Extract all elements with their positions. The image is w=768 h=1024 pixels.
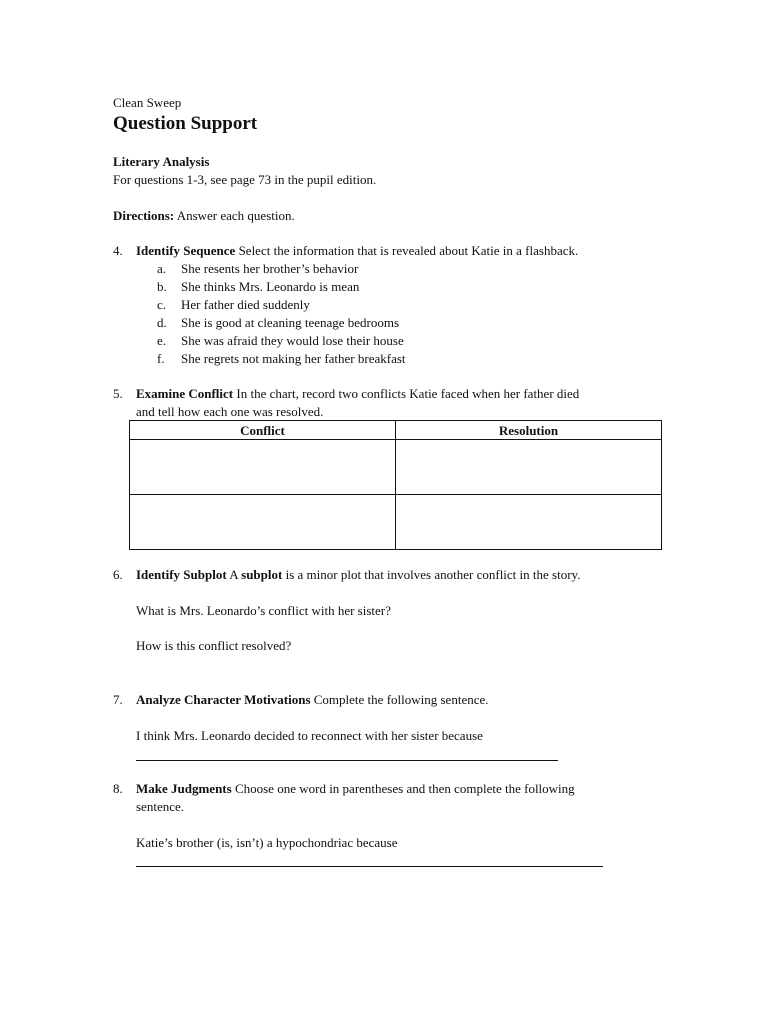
question-number: 8. xyxy=(113,781,123,796)
resolution-cell[interactable] xyxy=(396,495,662,550)
chart-row xyxy=(130,495,662,550)
question-skill: Identify Subplot xyxy=(136,567,227,582)
option-text[interactable]: She resents her brother’s behavior xyxy=(181,261,359,276)
option-letter: c. xyxy=(157,297,167,312)
answer-line[interactable] xyxy=(136,866,603,867)
option-text[interactable]: She is good at cleaning teenage bedrooms xyxy=(181,315,400,330)
option-text[interactable]: She thinks Mrs. Leonardo is mean xyxy=(181,279,360,294)
question-prompt-continued: and tell how each one was resolved. xyxy=(136,404,324,419)
question-prompt-text: In the chart, record two conflicts Katie faced when her father died xyxy=(236,386,580,401)
section-note: For questions 1-3, see page 73 in the pupil edition. xyxy=(113,172,377,187)
question-term: subplot xyxy=(241,567,283,582)
chart-row xyxy=(130,440,662,495)
sub-question-2: How is this conflict resolved? xyxy=(136,638,292,653)
question-number: 7. xyxy=(113,692,123,707)
question-skill: Identify Sequence xyxy=(136,243,236,258)
directions-text: Answer each question. xyxy=(176,208,295,223)
question-prompt-post: is a minor plot that involves another conflict in the story. xyxy=(285,567,581,582)
resolution-header: Resolution xyxy=(396,421,662,440)
question-skill: Analyze Character Motivations xyxy=(136,692,311,707)
sub-question-1: What is Mrs. Leonardo’s conflict with her sister? xyxy=(136,603,391,618)
section-heading: Literary Analysis xyxy=(113,154,210,169)
directions-label: Directions: xyxy=(113,208,175,223)
question-prompt xyxy=(136,691,489,709)
answer-line[interactable] xyxy=(136,760,558,761)
question-prompt xyxy=(136,566,580,584)
question-prompt xyxy=(136,385,579,403)
question-prompt-text: Complete the following sentence. xyxy=(313,692,489,707)
question-prompt xyxy=(136,242,578,260)
conflict-cell[interactable] xyxy=(130,440,396,495)
question-prompt-continued: sentence. xyxy=(136,799,185,814)
conflict-cell[interactable] xyxy=(130,495,396,550)
sentence-starter: I think Mrs. Leonardo decided to reconnect with her sister because xyxy=(136,728,483,743)
question-prompt-pre: A xyxy=(229,567,238,582)
question-number: 4. xyxy=(113,243,123,258)
resolution-cell[interactable] xyxy=(396,440,662,495)
option-text[interactable]: Her father died suddenly xyxy=(181,297,310,312)
option-text[interactable]: She was afraid they would lose their house xyxy=(181,333,404,348)
question-prompt-text: Select the information that is revealed about Katie in a flashback. xyxy=(238,243,579,258)
directions xyxy=(113,207,295,225)
question-number: 6. xyxy=(113,567,123,582)
question-number: 5. xyxy=(113,386,123,401)
option-letter: b. xyxy=(157,279,167,294)
option-letter: d. xyxy=(157,315,167,330)
question-skill: Make Judgments xyxy=(136,781,232,796)
page-title: Question Support xyxy=(113,113,258,134)
question-prompt xyxy=(136,780,575,798)
conflict-header: Conflict xyxy=(130,421,396,440)
option-letter: f. xyxy=(157,351,165,366)
option-letter: a. xyxy=(157,261,167,276)
question-skill: Examine Conflict xyxy=(136,386,234,401)
chart-header-row xyxy=(130,421,662,440)
conflict-resolution-chart xyxy=(129,420,662,550)
sentence-starter: Katie’s brother (is, isn’t) a hypochondriac because xyxy=(136,835,398,850)
option-text[interactable]: She regrets not making her father breakfast xyxy=(181,351,406,366)
question-prompt-text: Choose one word in parentheses and then complete the following xyxy=(234,781,575,796)
story-title: Clean Sweep xyxy=(113,95,182,110)
option-letter: e. xyxy=(157,333,167,348)
